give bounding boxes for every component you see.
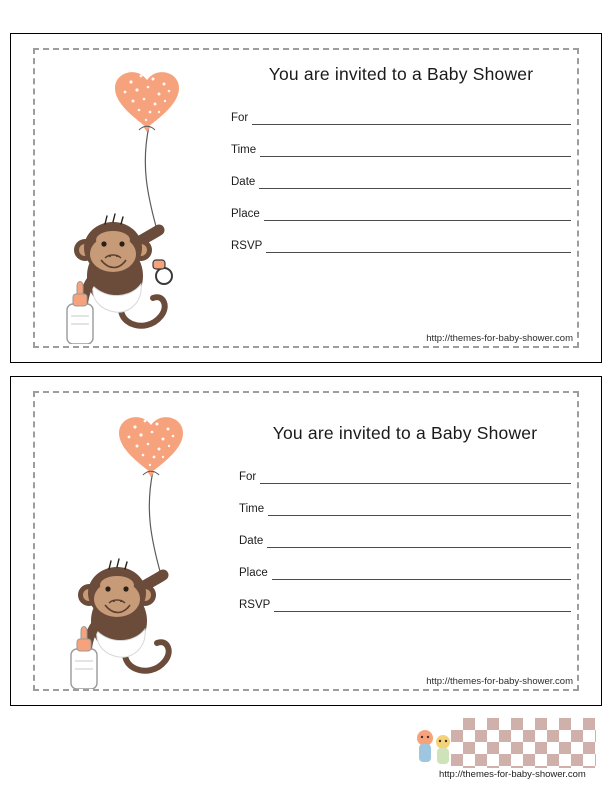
field-line-time[interactable] — [268, 502, 571, 516]
invitation-text-block — [239, 423, 571, 630]
field-label-date: Date — [231, 176, 256, 188]
checkerboard-pattern — [451, 718, 596, 768]
field-rsvp[interactable] — [231, 239, 571, 253]
monkey-balloon-illustration — [53, 399, 233, 689]
field-label-place: Place — [231, 208, 260, 220]
field-line-date[interactable] — [267, 534, 571, 548]
field-place[interactable] — [231, 207, 571, 221]
footer-watermark-block — [411, 718, 596, 783]
field-label-place: Place — [239, 567, 268, 579]
heart-balloon-icon — [119, 417, 183, 477]
field-label-time: Time — [239, 503, 265, 515]
field-label-for: For — [231, 112, 249, 124]
field-rsvp[interactable] — [239, 598, 571, 612]
field-date[interactable] — [231, 175, 571, 189]
footer-website-url: http://themes-for-baby-shower.com — [439, 769, 586, 780]
field-line-for[interactable] — [260, 470, 571, 484]
card-website-url: http://themes-for-baby-shower.com — [426, 333, 573, 344]
field-time[interactable] — [239, 502, 571, 516]
field-line-place[interactable] — [272, 566, 571, 580]
field-line-rsvp[interactable] — [274, 598, 571, 612]
baby-rattle-icon — [411, 724, 463, 774]
card-website-url: http://themes-for-baby-shower.com — [426, 676, 573, 687]
field-for[interactable] — [239, 470, 571, 484]
field-line-date[interactable] — [259, 175, 571, 189]
field-label-rsvp: RSVP — [239, 599, 271, 611]
field-date[interactable] — [239, 534, 571, 548]
field-label-date: Date — [239, 535, 264, 547]
invitation-card-1 — [10, 33, 602, 363]
field-line-place[interactable] — [264, 207, 571, 221]
field-for[interactable] — [231, 111, 571, 125]
field-label-time: Time — [231, 144, 257, 156]
field-label-rsvp: RSVP — [231, 240, 263, 252]
monkey-balloon-illustration — [49, 54, 229, 344]
invitation-card-2 — [10, 376, 602, 706]
invitation-title: You are invited to a Baby Shower — [268, 64, 534, 84]
field-time[interactable] — [231, 143, 571, 157]
field-line-rsvp[interactable] — [266, 239, 571, 253]
invitation-text-block — [231, 64, 571, 271]
field-line-for[interactable] — [252, 111, 571, 125]
field-line-time[interactable] — [260, 143, 571, 157]
field-place[interactable] — [239, 566, 571, 580]
field-label-for: For — [239, 471, 257, 483]
pacifier-icon — [153, 260, 172, 284]
invitation-title: You are invited to a Baby Shower — [272, 423, 538, 443]
heart-balloon-icon — [115, 72, 179, 132]
